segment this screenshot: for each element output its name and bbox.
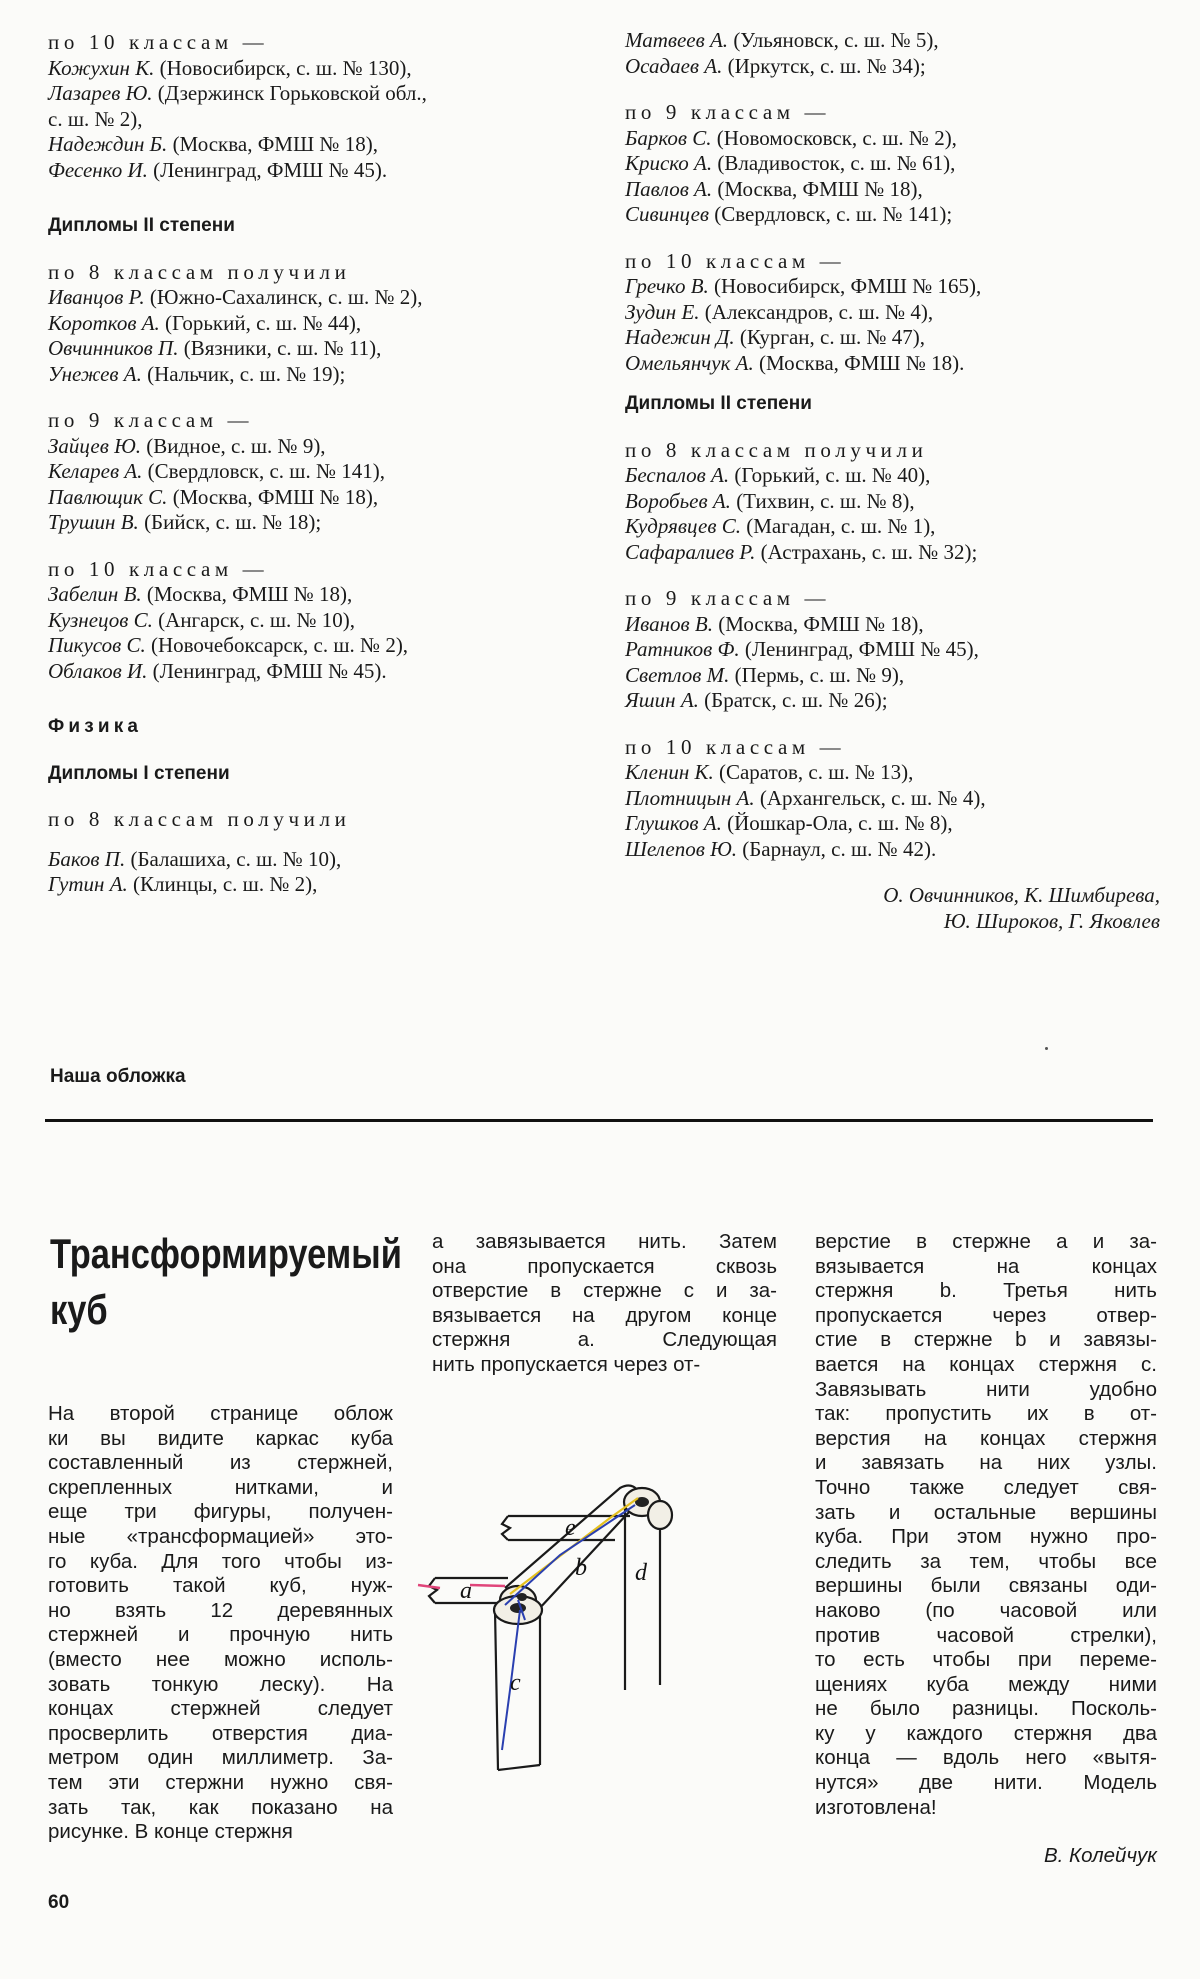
group-l1 — [48, 260, 588, 388]
article-text-line: верстие в стержне a и за- — [815, 1230, 1157, 1253]
right-column — [625, 28, 1165, 934]
group-r2 — [625, 249, 1165, 377]
article-text-line: (вместо нее можно исполь- — [48, 1647, 393, 1671]
article-text-line: пропускается через отвер- — [815, 1303, 1157, 1327]
left-column — [48, 30, 588, 919]
label-a: a — [460, 1578, 472, 1604]
list-item: Унежев А. (Нальчик, с. ш. № 19); — [48, 361, 346, 386]
article-text-line: тем эти стержни нужно свя- — [48, 1770, 393, 1794]
cube-joint-figure — [410, 1460, 790, 1800]
list-item: Фесенко И. (Ленинград, ФМШ № 45). — [48, 157, 388, 182]
list-item: Беспалов А. (Горький, с. ш. № 40), — [625, 463, 931, 487]
section-divider — [45, 1119, 1153, 1122]
label-b: b — [575, 1555, 587, 1581]
group-heading: по 9 классам — — [625, 100, 831, 124]
list-item: Сивинцев (Свердловск, с. ш. № 141); — [625, 202, 953, 226]
article-column-3 — [815, 1230, 1157, 1820]
article-text-line: еще три фигуры, получен- — [48, 1500, 393, 1524]
group-heading: по 8 классам получили — [48, 807, 351, 831]
list-item: Кузнецов С. (Ангарск, с. ш. № 10), — [48, 607, 356, 632]
article-text-line: Завязывать нити удобно — [815, 1377, 1157, 1401]
group-l0 — [48, 30, 588, 183]
list-item: Кленин К. (Саратов, с. ш. № 13), — [625, 760, 914, 784]
article-text-line: ки вы видите каркас куба — [48, 1426, 393, 1450]
article-text-line: нить пропускается через от- — [432, 1352, 701, 1376]
article-text-line: наково (по часовой или — [815, 1598, 1157, 1622]
article-text-line: то есть чтобы при переме- — [815, 1648, 1157, 1672]
article-text-line: зать и остальные вершины — [815, 1500, 1157, 1524]
group-r3 — [625, 438, 1165, 566]
list-item: Зудин Е. (Александров, с. ш. № 4), — [625, 299, 934, 324]
list-item: Надеждин Б. (Москва, ФМШ № 18), — [48, 132, 378, 156]
group-heading: по 8 классам получили — [625, 437, 928, 462]
article-text-line: изготовлена! — [815, 1795, 937, 1819]
diplomas-2-heading-right: Дипломы II степени — [625, 393, 812, 414]
label-d: d — [635, 1560, 647, 1586]
list-item: Надежин Д. (Курган, с. ш. № 47), — [625, 325, 926, 349]
list-item: Иванов В. (Москва, ФМШ № 18), — [625, 611, 924, 636]
article-author: В. Колейчук — [1043, 1844, 1157, 1867]
group-heading: по 9 классам — — [625, 586, 831, 610]
diplomas-2-heading: Дипломы II степени — [48, 215, 235, 236]
article-text-line: щениях куба между ними — [815, 1672, 1157, 1696]
article-text-line: зать так, как показано на — [48, 1795, 393, 1819]
list-item: Лазарев Ю. (Дзержинск Горьковской обл., — [48, 81, 427, 105]
list-item: Кожухин К. (Новосибирск, с. ш. № 130), — [48, 55, 412, 80]
list-item: Коротков А. (Горький, с. ш. № 44), — [48, 310, 362, 335]
list-item: Гутин А. (Клинцы, с. ш. № 2), — [48, 872, 318, 896]
article-text-line: конца — вдоль него «вытя- — [815, 1746, 1157, 1770]
list-item: Ратников Ф. (Ленинград, ФМШ № 45), — [625, 637, 979, 661]
list-item: Матвеев А. (Ульяновск, с. ш. № 5), — [625, 28, 939, 52]
article-text-line: стержней и прочную нить — [48, 1623, 393, 1647]
article-text-line: но взять 12 деревянных — [48, 1598, 393, 1622]
article-text-line: стие в стержне b и завязы- — [815, 1328, 1157, 1352]
group-heading: по 9 классам — — [48, 408, 254, 432]
list-item: Пикусов С. (Новочебоксарск, с. ш. № 2), — [48, 633, 409, 657]
group-heading: по 10 классам — — [48, 30, 269, 54]
article-text-line: вязывается на другом конце — [432, 1303, 777, 1327]
signature-line-1: О. Овчинников, К. Шимбирева, — [883, 883, 1160, 907]
list-item: Криско А. (Владивосток, с. ш. № 61), — [625, 151, 956, 175]
group-heading: по 10 классам — — [625, 734, 846, 759]
article-text-line: ку у каждого стержня два — [815, 1721, 1157, 1745]
group-heading: по 10 классам — — [625, 248, 846, 273]
article-title-line-1: Трансформируемый — [50, 1230, 402, 1277]
article-text-line: метром один миллиметр. За- — [48, 1746, 393, 1770]
group-r5 — [625, 735, 1165, 863]
label-c: c — [510, 1670, 521, 1696]
list-item: Иванцов Р. (Южно-Сахалинск, с. ш. № 2), — [48, 285, 423, 309]
article-text-line: просверлить отверстия диа- — [48, 1721, 393, 1745]
list-item: Сафаралиев Р. (Астрахань, с. ш. № 32); — [625, 539, 978, 564]
article-text-line: вязывается на концах — [815, 1254, 1157, 1278]
article-text-line: стержня a. Следующая — [432, 1328, 777, 1352]
article-text-line: концах стержней следует — [48, 1697, 393, 1721]
list-item: Гречко В. (Новосибирск, ФМШ № 165), — [625, 274, 982, 298]
list-item: Глушков А. (Йошкар-Ола, с. ш. № 8), — [625, 811, 953, 835]
list-item: Облаков И. (Ленинград, ФМШ № 45). — [48, 658, 387, 683]
list-item: Забелин В. (Москва, ФМШ № 18), — [48, 582, 353, 606]
signature-line-2: Ю. Широков, Г. Яковлев — [943, 908, 1160, 933]
list-item: Плотницын А. (Архангельск, с. ш. № 4), — [625, 785, 986, 810]
article-text-line: стержня b. Третья нить — [815, 1279, 1157, 1303]
stray-dot — [1045, 1047, 1048, 1050]
article-text-line: На второй странице облож — [48, 1402, 393, 1425]
article-text-line: го куба. Для того чтобы из- — [48, 1549, 393, 1573]
list-item: Келарев А. (Свердловск, с. ш. № 141), — [48, 459, 385, 483]
list-item: Барков С. (Новомосковск, с. ш. № 2), — [625, 125, 957, 150]
list-item: Овчинников П. (Вязники, с. ш. № 11), — [48, 336, 382, 360]
article-text-line: Точно также следует свя- — [815, 1475, 1157, 1499]
article-title — [50, 1226, 402, 1338]
thread-blue — [502, 1505, 635, 1750]
group-l3 — [48, 557, 588, 685]
group-r4 — [625, 586, 1165, 714]
physics-heading: Физика — [48, 716, 143, 737]
list-item: Светлов М. (Пермь, с. ш. № 9), — [625, 662, 905, 687]
group-r0 — [625, 28, 1165, 79]
article-column-2 — [432, 1230, 777, 1378]
article-text-line: готовить такой куб, нуж- — [48, 1574, 393, 1598]
article-text-line: ные «трансформацией» это- — [48, 1524, 393, 1548]
list-item: Воробьев А. (Тихвин, с. ш. № 8), — [625, 488, 915, 513]
list-item: Омельянчук А. (Москва, ФМШ № 18). — [625, 350, 965, 375]
list-item: Зайцев Ю. (Видное, с. ш. № 9), — [48, 433, 326, 458]
article-text-line: рисунке. В конце стержня — [48, 1820, 293, 1844]
article-text-line: так: пропустить их в от- — [815, 1402, 1157, 1426]
article-text-line: составленный из стержней, — [48, 1451, 393, 1475]
group-l2 — [48, 408, 588, 536]
label-e: e — [565, 1515, 576, 1541]
article-text-line: скрепленных нитками, и — [48, 1475, 393, 1499]
article-text-line: отверстие в стержне c и за- — [432, 1279, 777, 1303]
list-item: Шелепов Ю. (Барнаул, с. ш. № 42). — [625, 836, 937, 861]
list-item: Павлов А. (Москва, ФМШ № 18), — [625, 176, 923, 201]
diplomas-1-heading: Дипломы I степени — [48, 762, 230, 784]
section-label: Наша обложка — [50, 1066, 186, 1087]
article-text-line: вается на концах стержня c. — [815, 1352, 1157, 1376]
article-column-1 — [48, 1402, 393, 1845]
page-number: 60 — [48, 1892, 70, 1913]
article-text-line: и завязать на них узлы. — [815, 1451, 1157, 1475]
article-text-line: следить за тем, чтобы все — [815, 1549, 1157, 1573]
article-text-line: против часовой стрелки), — [815, 1623, 1157, 1647]
list-item: Трушин В. (Бийск, с. ш. № 18); — [48, 510, 322, 534]
group-r1 — [625, 100, 1165, 228]
article-title-line-2: куб — [50, 1286, 108, 1333]
group-heading: по 10 классам — — [48, 556, 269, 581]
article-text-line: она пропускается сквозь — [432, 1254, 777, 1278]
article-text-line: не было разницы. Посколь- — [815, 1697, 1157, 1721]
article-text-line: нутся» две нити. Модель — [815, 1771, 1157, 1795]
article-text-line: куба. При этом нужно про- — [815, 1525, 1157, 1549]
list-item: Баков П. (Балашиха, с. ш. № 10), — [48, 846, 342, 871]
article-text-line: верстия на концах стержня — [815, 1426, 1157, 1450]
list-item: Яшин А. (Братск, с. ш. № 26); — [625, 688, 888, 712]
group-l4 — [48, 807, 588, 898]
group-heading: по 8 классам получили — [48, 259, 351, 284]
list-item: Павлющик С. (Москва, ФМШ № 18), — [48, 484, 379, 509]
list-item: с. ш. № 2), — [48, 106, 143, 131]
article-text-line: зовать тонкую леску). На — [48, 1672, 393, 1696]
article-text-line: a завязывается нить. Затем — [432, 1230, 777, 1253]
article-text-line: вершины были связаны оди- — [815, 1574, 1157, 1598]
list-item: Осадаев А. (Иркутск, с. ш. № 34); — [625, 53, 926, 78]
list-item: Кудрявцев С. (Магадан, с. ш. № 1), — [625, 514, 936, 538]
